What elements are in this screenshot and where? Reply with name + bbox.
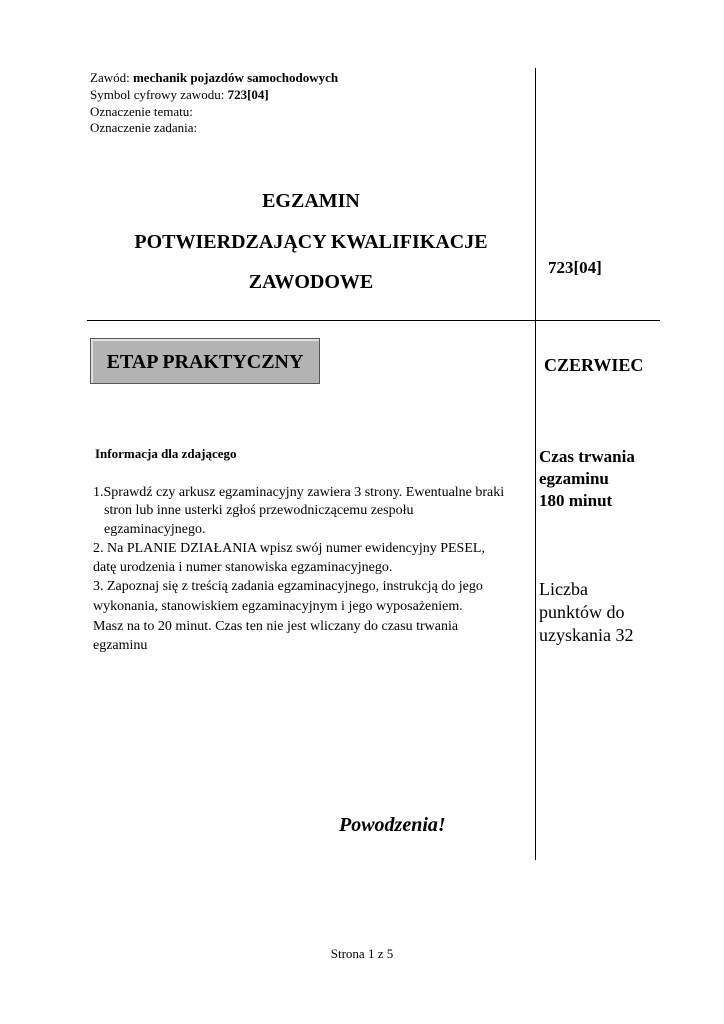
- title-line-1: EGZAMIN: [262, 190, 360, 212]
- info-line-7: wykonania, stanowiskiem egzaminacyjnym i jego wyposażeniem.: [93, 599, 463, 614]
- points-block: [539, 578, 633, 647]
- profession-code: 723[04]: [548, 258, 602, 277]
- page-number: Strona 1 z 5: [330, 946, 394, 961]
- points-line-1: Liczba: [539, 579, 588, 599]
- title-line-2: POTWIERDZAJĄCY KWALIFIKACJE: [134, 231, 488, 253]
- horizontal-divider: [87, 320, 660, 321]
- good-luck-text: Powodzenia!: [339, 814, 446, 836]
- info-line-6: 3. Zapoznaj się z treścią zadania egzaminacyjnego, instrukcją do jego: [93, 579, 483, 594]
- symbol-line: [90, 87, 269, 102]
- stage-box: ETAP PRAKTYCZNY: [90, 338, 320, 384]
- task-label: Oznaczenie zadania:: [90, 120, 198, 135]
- points-line-2: punktów do: [539, 602, 625, 622]
- info-line-1: 1.Sprawdź czy arkusz egzaminacyjny zawiera 3 strony. Ewentualne braki: [93, 485, 505, 500]
- symbol-value: 723[04]: [227, 87, 269, 102]
- info-line-3: egzaminacyjnego.: [104, 522, 206, 537]
- exam-month: CZERWIEC: [544, 355, 644, 375]
- profession-value: mechanik pojazdów samochodowych: [132, 70, 339, 85]
- topic-label: Oznaczenie tematu:: [90, 104, 193, 119]
- info-line-2: stron lub inne usterki zgłoś przewodniczącemu zespołu: [104, 503, 414, 518]
- info-heading: Informacja dla zdającego: [95, 446, 237, 461]
- duration-line-2: egzaminu: [539, 469, 609, 488]
- profession-line: [90, 70, 338, 85]
- title-line-3: ZAWODOWE: [248, 271, 374, 293]
- symbol-label: Symbol cyfrowy zawodu:: [90, 87, 228, 102]
- info-line-8: Masz na to 20 minut. Czas ten nie jest wliczany do czasu trwania: [93, 619, 459, 634]
- vertical-divider: [535, 68, 536, 860]
- duration-block: [539, 446, 635, 512]
- duration-line-3: 180 minut: [539, 491, 613, 510]
- info-line-5: datę urodzenia i numer stanowiska egzaminacyjnego.: [93, 560, 393, 575]
- info-line-4: 2. Na PLANIE DZIAŁANIA wpisz swój numer ewidencyjny PESEL,: [93, 541, 485, 556]
- points-line-3: uzyskania 32: [539, 625, 634, 645]
- info-line-9: egzaminu: [93, 638, 148, 653]
- duration-line-1: Czas trwania: [539, 447, 635, 466]
- profession-label: Zawód:: [90, 70, 133, 85]
